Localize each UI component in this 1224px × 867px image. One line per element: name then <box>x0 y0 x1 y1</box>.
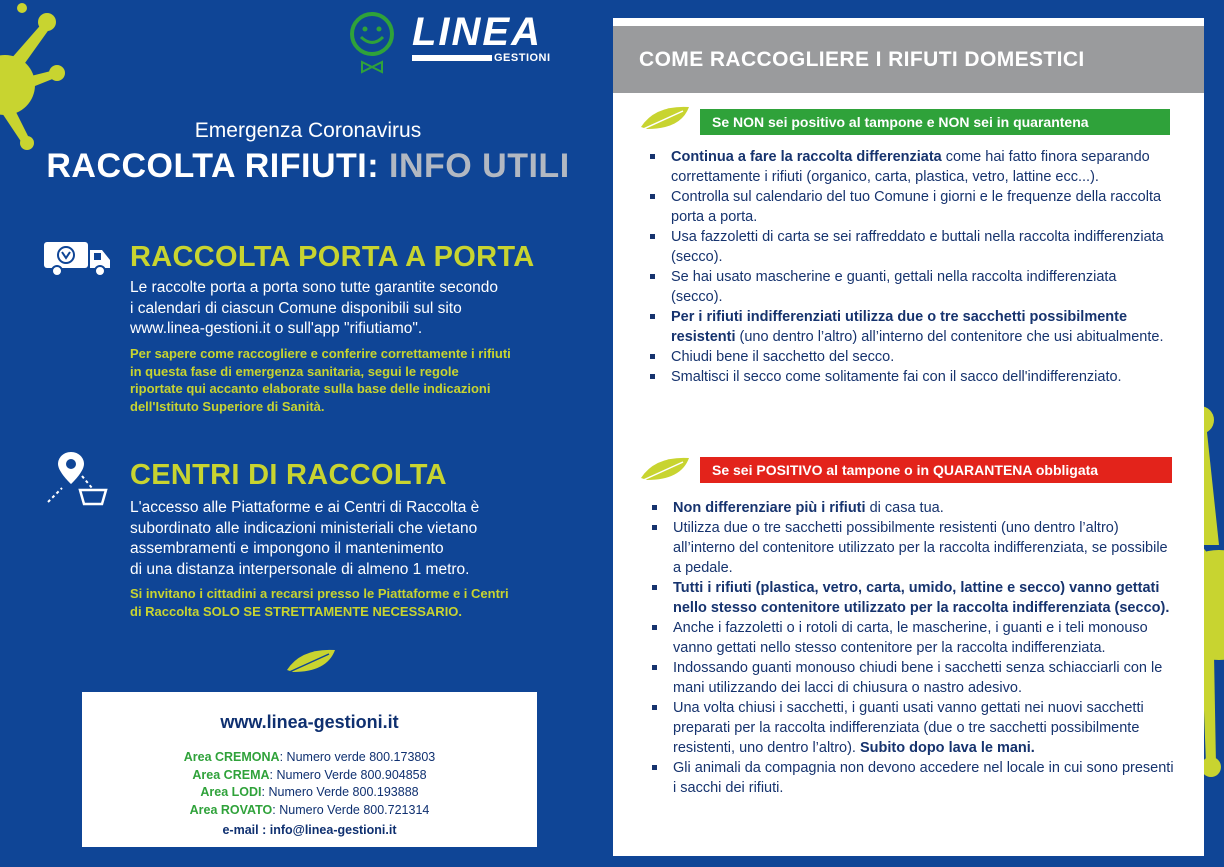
list-item <box>652 758 1177 798</box>
note-line: dell'Istituto Superiore di Sanità. <box>130 398 325 414</box>
list-item <box>650 307 1170 347</box>
item-bold: Tutti i rifiuti (plastica, vetro, carta, umido, lattine e secco) vanno gettati nello stesso contenitore utilizzato per la raccolta indifferenziata (secco). <box>673 580 1170 616</box>
item-text: Usa fazzoletti di carta se sei raffreddato e buttali nella raccolta indifferenziata (secco). <box>671 229 1164 265</box>
title-accent: INFO UTILI <box>389 147 570 185</box>
area-phone[interactable]: Numero Verde 800.904858 <box>276 767 427 782</box>
area-row <box>82 767 537 785</box>
logo-name: LINEA <box>412 10 542 54</box>
list-item <box>650 267 1170 307</box>
location-pin-icon <box>44 450 108 508</box>
area-phone[interactable]: Numero Verde 800.721314 <box>279 802 430 817</box>
body-line: www.linea-gestioni.it o sull'app "rifiutiamo". <box>130 320 423 337</box>
item-text: di casa tua. <box>865 500 944 516</box>
area-name: Area CREMA <box>192 767 270 782</box>
body-line: di una distanza interpersonale di almeno 1 metro. <box>130 560 470 578</box>
item-text: (uno dentro l’altro) all’interno del contenitore che usi abitualmente. <box>735 329 1164 345</box>
smiley-logo-icon <box>348 10 400 78</box>
body-line: Le raccolte porta a porta sono tutte garantite secondo <box>130 279 498 296</box>
list-item <box>650 187 1170 227</box>
area-row <box>82 802 537 820</box>
body-line: i calendari di ciascun Comune disponibili sul sito <box>130 299 462 317</box>
email-label: e-mail : <box>222 823 270 837</box>
item-text: Se hai usato mascherine e guanti, gettali nella raccolta indifferenziata (secco). <box>671 269 1117 305</box>
area-sep: : <box>261 785 269 799</box>
note-line: di Raccolta SOLO SE STRETTAMENTE NECESSARIO. <box>130 603 463 619</box>
logo-underline <box>412 55 492 61</box>
positive-instructions-list <box>652 498 1177 798</box>
note-line: in questa fase di emergenza sanitaria, segui le regole <box>130 363 459 379</box>
item-bold: Continua a fare la raccolta differenziata <box>671 149 942 165</box>
item-text: Indossando guanti monouso chiudi bene i sacchetti senza schiacciarli con le mani utilizzando dei lacci di chiusura o nastro adesivo. <box>673 660 1163 696</box>
item-text: Anche i fazzoletti o i rotoli di carta, le mascherine, i guanti e i teli monouso vanno gettati nello stesso contenitore per la raccolta indifferenziata. <box>673 620 1148 656</box>
item-text: come hai fatto finora separando correttamente i rifiuti (organico, carta, plastica, vetro, lattine ecc...). <box>671 149 1150 185</box>
leaf-icon <box>637 103 693 133</box>
section-porta-note <box>130 345 511 415</box>
list-item <box>652 618 1177 658</box>
item-text: Utilizza due o tre sacchetti possibilmente resistenti (uno dentro l’altro) all’interno del contenitore utilizzato per la raccolta indifferenziata, se possibile a pedale. <box>673 520 1168 576</box>
item-bold-tail: Subito dopo lava le mani. <box>859 740 1035 756</box>
leaf-icon <box>637 454 693 484</box>
area-phone[interactable]: Numero verde 800.173803 <box>286 750 436 764</box>
item-text: Gli animali da compagnia non devono accedere nel locale in cui sono presenti i sacchi dei rifiuti. <box>673 760 1174 796</box>
condition-positive-banner: Se sei POSITIVO al tampone o in QUARANTENA obbligata <box>700 457 1172 483</box>
list-item <box>650 147 1170 187</box>
area-sep: : <box>279 750 287 764</box>
item-text: Smaltisci il secco come solitamente fai con il sacco dell'indifferenziato. <box>671 369 1122 385</box>
body-line: assembramenti e impongono il mantenimento <box>130 540 444 557</box>
item-bold: Per i rifiuti indifferenziati utilizza due o tre sacchetti possibilmente resistenti <box>671 309 1128 345</box>
instructions-panel <box>613 18 1204 856</box>
email-row <box>82 823 537 837</box>
item-bold: Non differenziare più i rifiuti <box>673 500 866 516</box>
area-name: Area LODI <box>200 785 262 799</box>
list-item <box>652 578 1177 618</box>
title-main: RACCOLTA RIFIUTI: <box>46 147 380 185</box>
body-line: L'accesso alle Piattaforme e ai Centri di Raccolta è <box>130 499 480 516</box>
website-link[interactable]: www.linea-gestioni.it <box>220 712 399 732</box>
body-line: subordinato alle indicazioni ministeriali che vietano <box>130 519 478 537</box>
area-sep: : <box>272 802 280 817</box>
list-item <box>652 658 1177 698</box>
area-name: Area CREMONA <box>183 750 280 764</box>
section-porta-body <box>130 278 498 340</box>
note-line: Per sapere come raccogliere e conferire correttamente i rifiuti <box>130 346 511 361</box>
item-text: Una volta chiusi i sacchetti, i guanti usati vanno gettati nei nuovi sacchetti preparati per la raccolta indifferenziata (due o tre sacchetti possibilmente resistenti, uno dentro l’altro). <box>673 700 1144 756</box>
negative-instructions-list <box>650 147 1170 387</box>
section-centri-note <box>130 585 509 620</box>
note-line: Si invitano i cittadini a recarsi presso le Piattaforme e i Centri <box>130 586 509 601</box>
email-link[interactable]: info@linea-gestioni.it <box>269 823 397 837</box>
list-item <box>652 698 1177 758</box>
panel-title: COME RACCOGLIERE I RIFUTI DOMESTICI <box>639 47 1085 71</box>
leaf-icon <box>283 646 339 676</box>
logo-subtitle: GESTIONI <box>494 52 551 64</box>
note-line: riportate qui accanto elaborate sulla base delle indicazioni <box>130 381 491 396</box>
area-contacts <box>82 749 537 819</box>
list-item <box>650 227 1170 267</box>
area-row <box>82 749 537 767</box>
garbage-truck-icon <box>42 238 114 278</box>
area-sep: : <box>269 767 277 782</box>
page-title <box>0 147 616 186</box>
item-text: Chiudi bene il sacchetto del secco. <box>671 349 895 365</box>
panel-header <box>613 26 1204 93</box>
list-item <box>652 498 1177 518</box>
list-item <box>650 367 1170 387</box>
area-phone[interactable]: Numero Verde 800.193888 <box>268 785 419 799</box>
area-row <box>82 784 537 802</box>
section-centri-body <box>130 498 479 580</box>
linea-logo <box>344 8 579 78</box>
section-porta-heading: RACCOLTA PORTA A PORTA <box>130 241 535 273</box>
section-centri-heading: CENTRI DI RACCOLTA <box>130 459 447 491</box>
page-subtitle: Emergenza Coronavirus <box>194 119 422 142</box>
list-item <box>652 518 1177 578</box>
list-item <box>650 347 1170 367</box>
condition-negative-banner: Se NON sei positivo al tampone e NON sei in quarantena <box>700 109 1170 135</box>
contact-box <box>82 692 537 847</box>
area-name: Area ROVATO <box>189 802 273 817</box>
item-text: Controlla sul calendario del tuo Comune i giorni e le frequenze della raccolta porta a porta. <box>671 189 1162 225</box>
